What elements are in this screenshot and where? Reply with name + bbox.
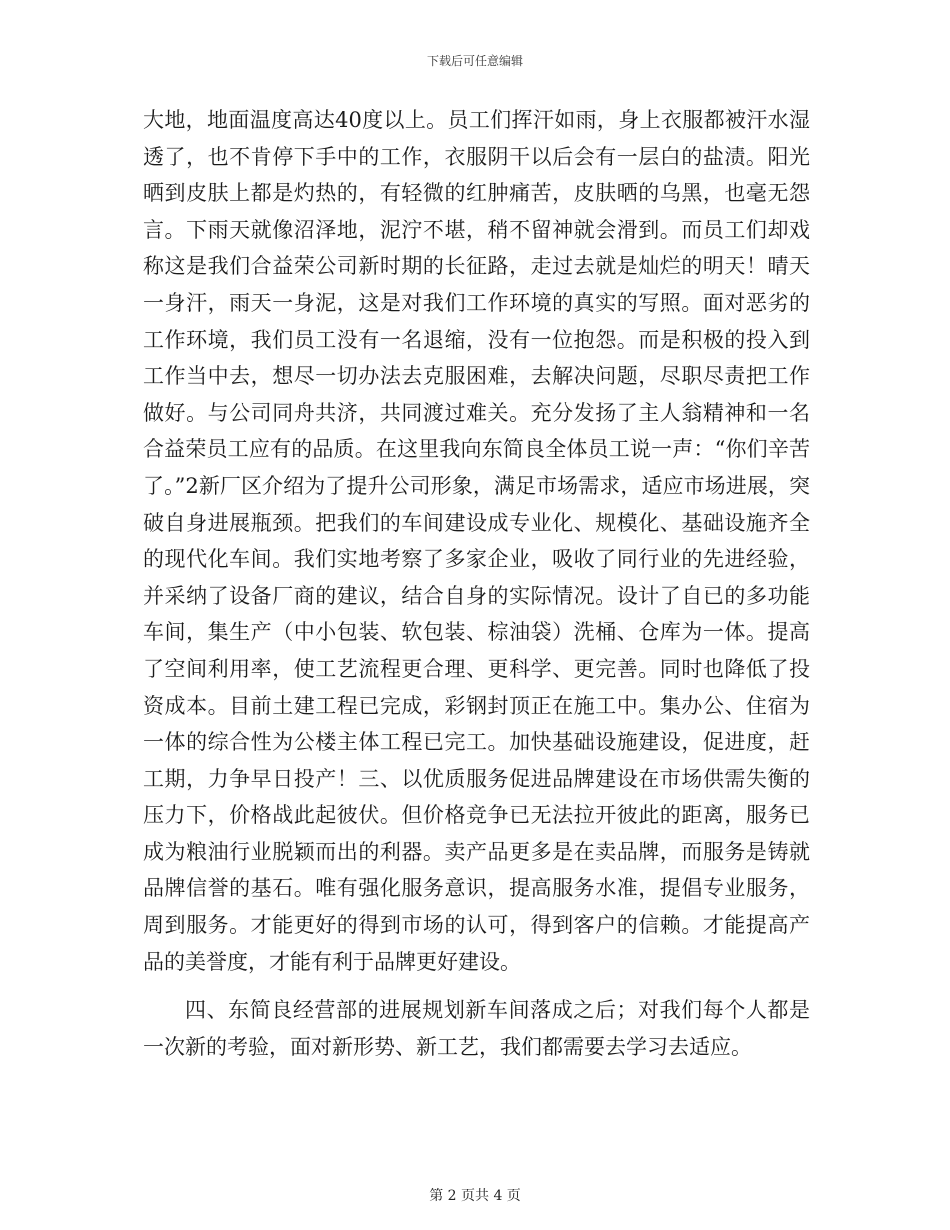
page-footer: 第 2 页共 4 页 <box>429 1188 521 1204</box>
document-body <box>143 102 810 1065</box>
page-header: 下载后可任意编辑 <box>426 54 523 68</box>
paragraph-1: 大地，地面温度高达40度以上。员工们挥汗如雨，身上衣服都被汗水湿透了，也不肯停下手中的工作，衣服阴干以后会有一层白的盐渍。阳光晒到皮肤上都是灼热的，有轻微的红肿痛苦，皮肤晒的乌黑，也毫无怨言。下雨天就像沼泽地，泥泞不堪，稍不留神就会滑到。而员工们却戏称这是我们合益荣公司新时期的长征路，走过去就是灿烂的明天！晴天一身汗，雨天一身泥，这是对我们工作环境的真实的写照。面对恶劣的工作环境，我们员工没有一名退缩，没有一位抱怨。而是积极的投入到工作当中去，想尽一切办法去克服困难，去解决问题，尽职尽责把工作做好。与公司同舟共济，共同渡过难关。充分发扬了主人翁精神和一名合益荣员工应有的品质。在这里我向东简良全体员工说一声：“你们辛苦了。”2新厂区介绍为了提升公司形象，满足市场需求，适应市场进展，突破自身进展瓶颈。把我们的车间建设成专业化、规模化、基础设施齐全的现代化车间。我们实地考察了多家企业，吸收了同行业的先进经验，并采纳了设备厂商的建议，结合自身的实际情况。设计了自已的多功能车间，集生产（中小包装、软包装、棕油袋）洗桶、仓库为一体。提高了空间利用率，使工艺流程更合理、更科学、更完善。同时也降低了投资成本。目前土建工程已完成，彩钢封顶正在施工中。集办公、住宿为一体的综合性为公楼主体工程已完工。加快基础设施建设，促进度，赶工期，力争早日投产！三、以优质服务促进品牌建设在市场供需失衡的压力下，价格战此起彼伏。但价格竞争已无法拉开彼此的距离，服务已成为粮油行业脱颖而出的利器。卖产品更多是在卖品牌，而服务是铸就品牌信誉的基石。唯有强化服务意识，提高服务水准，提倡专业服务，周到服务。才能更好的得到市场的认可，得到客户的信赖。才能提高产品的美誉度，才能有利于品牌更好建设。 <box>143 108 810 974</box>
paragraph-2: 四、东简良经营部的进展规划新车间落成之后；对我们每个人都是一次新的考验，面对新形势、新工艺，我们都需要去学习去适应。 <box>143 998 810 1059</box>
